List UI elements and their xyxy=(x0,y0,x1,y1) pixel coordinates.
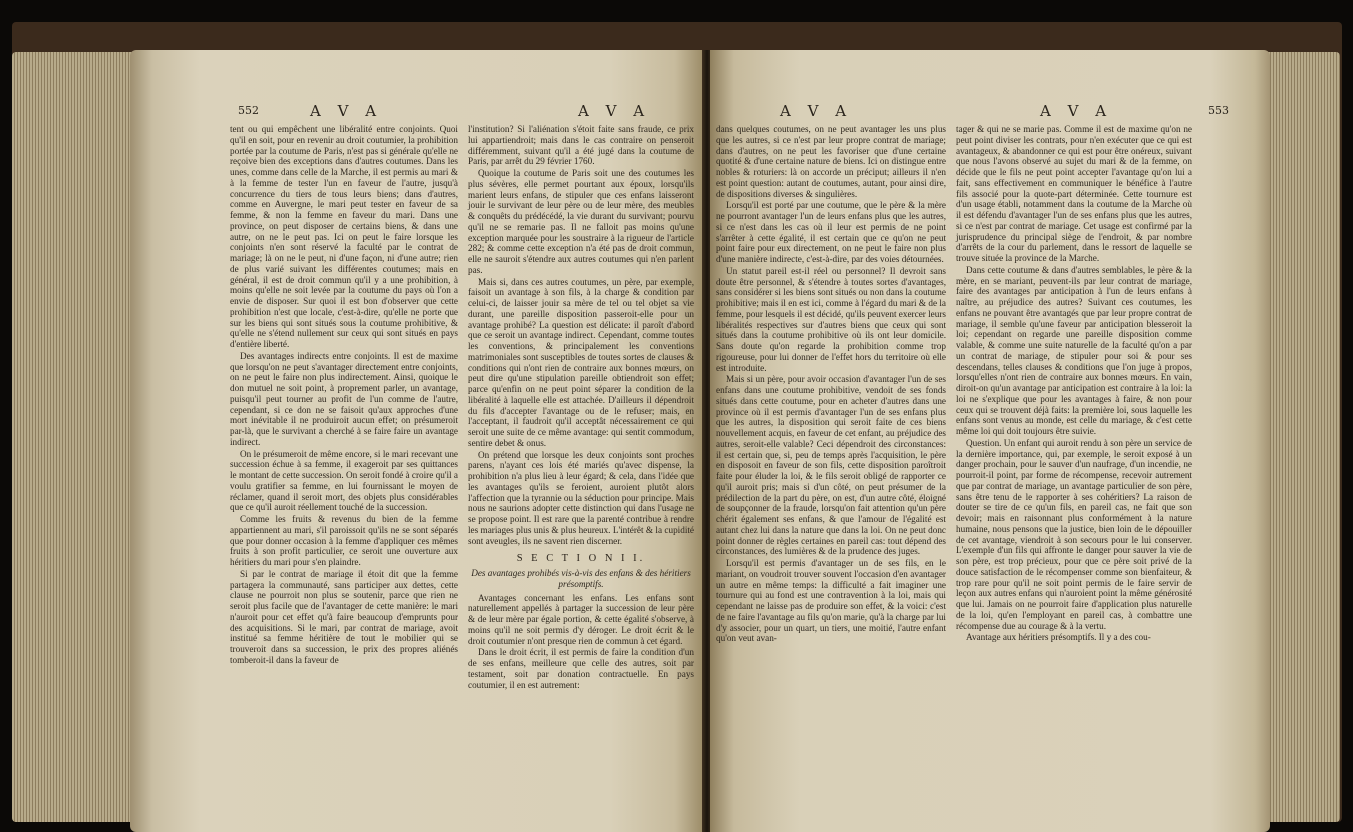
paragraph: tager & qui ne se marie pas. Comme il est de maxime qu'on ne peut point diviser les contrats, pour n'en exécuter que ce qui est avantageux, & abandonner ce qui est pour être onéreux, suivant que nous l'avons observé au sujet du mari & de la femme, on décide que le fils ne peut point accepter l'avantage qu'on lui a fait, sans effectivement en communiquer le bénéfice à l'autre fils associé pour la quote-part déterminée. Cette tournure est d'un usage établi, notamment dans la coutume de la Marche où il est défendu d'avantager l'un de ses enfans plus que les autres, si ce n'est par contrat de mariage. Cet usage est confirmé par la jurisprudence du principal siège de l'endroit, & par nombre d'arrêts de la cour du parlement, dans le ressort de laquelle se trouve située la province de la Marche. xyxy=(956,124,1192,263)
paragraph: Lorsqu'il est permis d'avantager un de ses fils, en le mariant, on voudroit trouver souvent l'occasion d'en avantager un autre en même temps: la difficulté a fait imaginer une tournure qui au fond est une contravention à la loi, mais qui cependant ne laisse pas de produire son effet, & la voici: c'est de ne faire l'avantage au fils qu'on marie, qu'à la charge par lui d'y associer, pour un quart, un tiers, une moitié, l'autre enfant qu'on veut avan- xyxy=(716,558,946,644)
paragraph: Avantage aux héritiers présomptifs. Il y a des cou- xyxy=(966,632,1151,643)
section-title: S E C T I O N I I. xyxy=(516,553,646,565)
page-edges-left xyxy=(12,52,132,822)
paragraph: Si par le contrat de mariage il étoit dit que la femme partagera la communauté, sans participer aux dettes, cette clause ne pourroit non plus se soutenir, parce que rien ne seroit plus facile que de l'avantager de cette manière: le mari n'auroit pour cet effet qu'à faire beaucoup d'emprunts pour des acquisitions. Si le mari, par contrat de mariage, avoit institué sa femme héritière de tout le mobilier qui se trouveroit dans sa succession, le prix des propres aliénés tomberoit-il dans la faveur de xyxy=(230,568,458,665)
page-edges-right xyxy=(1268,52,1340,822)
right-header-right: A V A xyxy=(1040,102,1113,120)
left-column-2 xyxy=(468,124,694,691)
paragraph: tent ou qui empêchent une libéralité entre conjoints. Quoi qu'il en soit, pour en revenir au droit coutumier, la prohibition portée par la coutume de Paris, n'est pas si générale qu'elle ne reçoive bien des exceptions dans d'autres coutumes. Dans les unes, comme dans celle de la Marche, il est permis au mari & à la femme de tester l'un en faveur de l'autre, jusqu'à concurrence du tiers de tous leurs biens; dans d'autres, comme en Auvergne, le mari peut tester en faveur de sa femme, & non la femme en faveur du mari. Dans une province, on peut disposer de certains biens, & dans une autre, on ne le peut pas. Ici on peut le faire lorsque les conjoints n'en sont réservé la faculté par le contrat de mariage; là on ne le peut, ni d'une façon, ni d'une autre; rien de plus varié suivant les différentes coutumes; mais en général, il est de droit commun qu'il y a une prohibition, à moins qu'elle ne soit levée par la coutume du pays où l'on a envie de disposer. Sur quoi il est bon d'observer que cette prohibition n'est que locale, c'est-à-dire, qu'elle ne porte que sur les biens qui sont situés sous la coutume prohibitive, & qu'elle ne s'étend nullement sur ceux qui sont situés en pays d'entière liberté. xyxy=(230,124,458,349)
right-page-number: 553 xyxy=(1208,104,1229,117)
paragraph: dans quelques coutumes, on ne peut avantager les uns plus que les autres, si ce n'est par leur propre contrat de mariage; dans d'autres, on ne peut les favoriser que d'une certaine quotité & d'une certaine nature de biens. Ici on distingue entre nobles & roturiers: là on accorde un préciput; ailleurs il n'en est point question: autant de coutumes, autant, pour ainsi dire, de dispositions diverses & singulières. xyxy=(716,124,946,199)
paragraph: Un statut pareil est-il réel ou personnel? Il devroit sans doute être personnel, & s'étendre à toutes sortes d'avantages, sans considérer si les biens sont situés ou non dans la coutume prohibitive; mais il en est ici, comme à l'égard du mari & de la femme, pour lesquels il est décidé, qu'ils peuvent exercer leurs libéralités respectives sur d'autres biens que ceux qui sont situés dans la coutume prohibitive où ils ont leur domicile. Sans doute qu'on regarde la prohibition comme trop rigoureuse, pour lui donner de l'effet hors du territoire où elle est introduite. xyxy=(716,265,946,373)
paragraph: l'institution? Si l'aliénation s'étoit faite sans fraude, ce prix lui appartiendroit; mais dans le cas contraire on penseroit différemment, suivant qu'il a été jugé dans la coutume de Paris, par arrêt du 29 février 1760. xyxy=(468,124,694,167)
paragraph: On le présumeroit de même encore, si le mari recevant une succession échue à sa femme, il exageroit par ses quittances le montant de cette succession. On seroit fondé à croire qu'il a voulu gratifier sa femme, en lui fournissant le moyen de réclamer, quand il seroit mort, des objets plus considérables que ce qu'il auroit réellement touché de la succession. xyxy=(230,448,458,513)
paragraph: Comme les fruits & revenus du bien de la femme appartiennent au mari, s'il paroissoit qu'ils ne se sont séparés que pour donner occasion à la femme d'appliquer ces mêmes fruits à son profit particulier, ce seroit une ouverture aux héritiers du mari pour s'en plaindre. xyxy=(230,514,458,567)
section-subtitle: Des avantages prohibés vis-à-vis des enfans & des héritiers présomptifs. xyxy=(471,568,691,589)
left-column-1 xyxy=(230,124,458,667)
book xyxy=(12,22,1342,822)
paragraph: Question. Un enfant qui auroit rendu à son père un service de la dernière importance, qui, par exemple, le seroit exposé à un danger prochain, pour le sauver d'un naufrage, d'un incendie, ne pourroit-il point, par forme de récompense, recevoir autrement que par contrat de mariage, un avantage particulier de son père, sans être tenu de le rapporter à ses cohéritiers? La raison de douter se tire de ce qu'un fils, en pareil cas, ne fait que son devoir; mais en raisonnant plus conformément à la nature humaine, nous pensons que la justice, bien loin de le dépouiller de cet avantage, viendroit à son secours pour le lui conserver. L'exemple d'un fils qui affronte le danger pour sauver la vie de son père, est trop précieux, pour que ce père soit privé de la douce satisfaction de le récompenser comme son bienfaiteur, & trop rare pour qu'il ne soit point permis de le faire servir de leçon aux autres enfans qui n'auroient point la même générosité que lui. Jamais on ne pourroit faire d'application plus naturelle de la loi, qu'en l'employant en pareil cas, à combattre une récompense due au courage & à la vertu. xyxy=(956,437,1192,631)
paragraph: Dans le droit écrit, il est permis de faire la condition d'un de ses enfans, meilleure que celle des autres, soit par testament, soit par donation contractuelle. En pays coutumier, il en est autrement: xyxy=(468,647,694,690)
paragraph: On prétend que lorsque les deux conjoints sont proches parens, n'ayant ces lois été mariés qu'avec dispense, la prohibition n'a plus lieu à leur égard; & cela, dans l'idée que les avantages qu'ils se feroient, auroient plutôt alors l'affection que la tyrannie ou la séduction pour principe. Mais nous ne saurions adopter cette distinction qui dans l'usage ne se propose point. Il est rare que la parenté contribue à rendre les mariages plus unis & plus heureux. L'intérêt & la cupidité sont aveugles, ils ne savent rien discerner. xyxy=(468,449,694,546)
paragraph: Mais si, dans ces autres coutumes, un père, par exemple, faisoit un avantage à son fils, à la charge & condition par celui-ci, de laisser jouir sa mère de tel ou tel objet sa vie durant, une pareille disposition passeroit-elle pour un avantage prohibé? La question est délicate: il paroît d'abord que ce seroit un avantage indirect. Cependant, comme toutes les conventions, & principalement les conventions matrimoniales sont susceptibles de toutes sortes de clauses & conditions qui n'ont rien de contraire aux bonnes mœurs, on peut dire qu'une stipulation pareille obtiendroit son effet; parce qu'enfin on ne peut point séparer la condition de la libéralité à laquelle elle est attachée. D'ailleurs il dépendroit du fils d'accepter l'avantage ou de le refuser; mais, en l'acceptant, il faudroit qu'il acceptât nécessairement ce qui seroit une suite de ce même avantage: qui sentit commodum, sentire debet & onus. xyxy=(468,276,694,448)
paragraph: Avantages concernant les enfans. Les enfans sont naturellement appellés à partager la succession de leur père & de leur mère par égale portion, & cette égalité s'observe, à moins qu'il ne soit permis d'y déroger. Le droit écrit & le droit coutumier n'ont presque rien de commun à cet égard. xyxy=(468,592,694,646)
left-page xyxy=(130,50,704,832)
left-header-right: A V A xyxy=(578,102,651,120)
paragraph: Quoique la coutume de Paris soit une des coutumes les plus sévères, elle permet pourtant aux époux, lorsqu'ils marient leurs enfans, de stipuler que ces enfans laisseront jouir le survivant de leur père ou de leur mère, des meubles & conquêts du prédécédé, la vie durant du survivant; pourvu qu'il ne se remarie pas. Il ne falloit pas moins qu'une exception marquée pour les soustraire à la rigueur de l'article 282; & comme cette exception n'a été pas de droit commun, elle ne sauroit s'étendre aux autres coutumes qui n'en parlent pas. xyxy=(468,168,694,275)
right-column-1 xyxy=(716,124,946,645)
right-page xyxy=(710,50,1270,832)
right-header-left: A V A xyxy=(780,102,853,120)
paragraph: Lorsqu'il est porté par une coutume, que le père & la mère ne pourront avantager l'un de leurs enfans plus que les autres, si ce n'est dans les cas où il leur est permis de ne point s'arrêter à cette égalité, il est certain que ce qu'on ne peut point faire pour eux directement, on ne peut le faire non plus d'une manière indirecte, c'est-à-dire, par des voies détournées. xyxy=(716,200,946,264)
paragraph: Mais si un père, pour avoir occasion d'avantager l'un de ses enfans dans une coutume prohibitive, vendoit de ses fonds situés dans cette coutume, pour en acheter d'autres dans une province où il est permis d'avantager l'un de ses enfans plus que les autres, la disposition qui seroit faite de ces biens nouvellement acquis, en faveur de cet enfant, au préjudice des autres, seroit-elle valable? Ceci dépendroit des circonstances: il est certain que, si, peu de temps après l'acquisition, le père en disposoit en faveur de son fils, cette disposition paroîtroit faite pour éluder la loi, & le fils seroit obligé de rapporter ce qu'il auroit pris; mais si d'un côté, on peut présumer de la prédilection de la part du père, on est, d'un autre côté, éloigné de soupçonner de la fraude, lorsqu'on fait attention qu'un père chérit également ses enfans, & que l'amour de l'égalité est autant chez lui dans la nature que dans la loi. On ne peut donc point donner de règles certaines en pareil cas: tout dépend des circonstances, des lumières & de la prudence des juges. xyxy=(716,374,946,557)
paragraph: Des avantages indirects entre conjoints. Il est de maxime que lorsqu'on ne peut s'avantager directement entre conjoints, on ne peut le faire non plus indirectement. Ainsi, quoique le don mutuel ne soit point, à proprement parler, un avantage, puisqu'il peut tourner au profit de l'un comme de l'autre, cependant, si ce don ne se faisoit qu'aux approches d'une mort inévitable il ne produiroit aucun effet; on présumeroit par-là, que le survivant a cherché à se faire faire un avantage indirect. xyxy=(230,350,458,447)
right-column-2 xyxy=(956,124,1192,644)
left-page-number: 552 xyxy=(238,104,259,117)
paragraph: Dans cette coutume & dans d'autres semblables, le père & la mère, en se mariant, peuvent-ils par leur contrat de mariage, faire des avantages par anticipation à l'un de leurs enfans à naître, au préjudice des autres? Suivant ces coutumes, les enfans ne pouvant être avantagés que par leur propre contrat de mariage, il semble qu'une faveur par anticipation blesseroit la loi; cependant on regarde une pareille disposition comme valable, & comme une suite naturelle de la faculté qu'on a par un contrat de mariage, de stipuler pour soi & pour ses descendans, telles clauses & conditions que l'on juge à propos, lorsqu'elles n'ont rien de contraire aux bonnes mœurs. En vain, diroit-on qu'un avantage par anticipation est contraire à la loi: la loi ne s'explique que pour les avantages à faire, & non pour ceux qui se trouvent déjà faits: la première loi, sous laquelle les enfans sont venus au monde, est celle du mariage, & c'est cette même loi qui doit toujours être suivie. xyxy=(956,264,1192,436)
left-header-left: A V A xyxy=(310,102,383,120)
